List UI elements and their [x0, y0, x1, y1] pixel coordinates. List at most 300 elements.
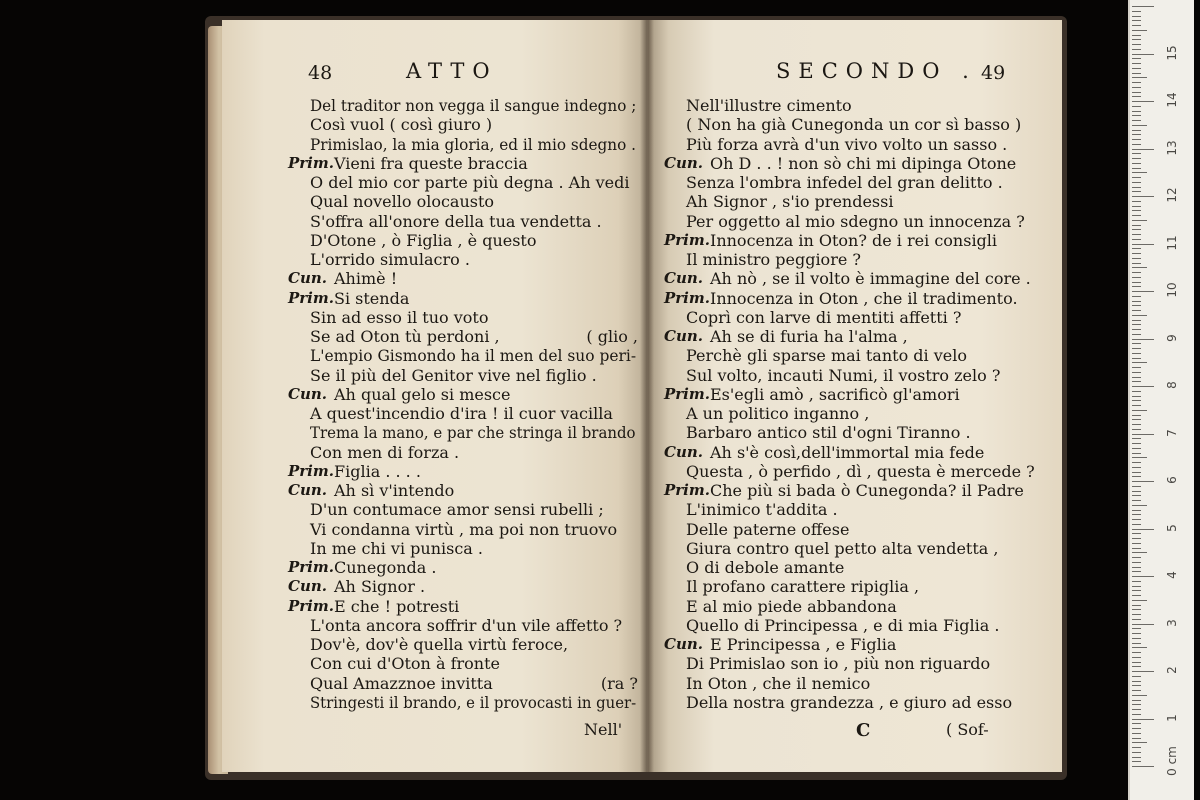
ruler-number: 9 [1165, 333, 1179, 342]
ruler-tick [1132, 111, 1141, 112]
ruler-tick [1132, 282, 1141, 283]
ruler-tick [1132, 54, 1154, 55]
ruler-tick [1132, 96, 1141, 97]
speaker-label: Prim. [664, 288, 710, 307]
ruler-tick [1132, 491, 1141, 492]
ruler-tick [1132, 752, 1141, 753]
verse-text: Ah Signor , s'io prendessi [686, 192, 894, 212]
text-line [664, 654, 1044, 673]
left-page-header [222, 59, 648, 90]
text-line [664, 577, 1044, 596]
verse-text: Perchè gli sparse mai tanto di velo [686, 346, 967, 366]
ruler-tick [1132, 666, 1141, 667]
ruler-number: 10 [1165, 282, 1179, 298]
ruler-tick [1132, 543, 1141, 544]
ruler-tick [1132, 239, 1141, 240]
text-line [664, 616, 1044, 635]
ruler-tick [1132, 557, 1141, 558]
verse-text: Ah Signor . [334, 577, 426, 597]
ruler-tick [1132, 153, 1141, 154]
ruler-tick [1132, 590, 1141, 591]
text-line [288, 327, 638, 346]
text-line [664, 558, 1044, 577]
ruler-tick [1132, 405, 1141, 406]
text-line [664, 231, 1044, 250]
measuring-ruler [1128, 0, 1194, 800]
text-line [288, 654, 638, 673]
ruler-tick [1132, 391, 1141, 392]
ruler-tick [1132, 605, 1141, 606]
ruler-tick [1132, 576, 1154, 577]
verse-text: L'orrido simulacro . [310, 250, 470, 269]
ruler-tick [1132, 77, 1147, 78]
ruler-tick [1132, 82, 1141, 83]
verse-text: Ahimè ! [334, 269, 398, 289]
ruler-tick [1132, 329, 1141, 330]
ruler-tick [1132, 286, 1141, 287]
ruler-tick [1132, 310, 1141, 311]
ruler-number: 7 [1165, 428, 1179, 437]
ruler-tick [1132, 695, 1147, 696]
ruler-tick [1132, 220, 1147, 221]
speaker-label: Cun. [288, 481, 327, 499]
ruler-tick [1132, 39, 1141, 40]
ruler-tick [1132, 429, 1141, 430]
verse-text: Ah qual gelo si mesce [334, 384, 511, 404]
verse-text: Es'egli amò , sacrificò gl'amori [710, 384, 960, 404]
ruler-number: 4 [1165, 571, 1179, 579]
text-line [664, 693, 1044, 712]
ruler-tick [1132, 362, 1147, 363]
ruler-tick [1132, 647, 1147, 648]
ruler-tick [1132, 177, 1141, 178]
ruler-tick [1132, 524, 1141, 525]
ruler-tick [1132, 291, 1154, 292]
text-line [664, 539, 1044, 558]
ruler-tick [1132, 514, 1141, 515]
speaker-label: Cun. [664, 269, 703, 288]
verse-text: Vieni fra queste braccia [334, 153, 528, 173]
speaker-label: Prim. [288, 288, 334, 307]
ruler-tick [1132, 652, 1141, 653]
ruler-tick [1132, 704, 1141, 705]
ruler-tick [1132, 248, 1141, 249]
text-line [664, 404, 1044, 423]
text-line [664, 327, 1044, 346]
ruler-tick [1132, 381, 1141, 382]
ruler-number: 12 [1165, 187, 1179, 203]
verse-text: Nell'illustre cimento [686, 96, 852, 115]
ruler-tick [1132, 58, 1141, 59]
ruler-tick [1132, 134, 1141, 135]
ruler-tick [1132, 709, 1141, 710]
text-line [664, 462, 1044, 481]
left-running-head: ATTO [406, 59, 498, 83]
left-page-number: 48 [308, 62, 333, 84]
ruler-tick [1132, 44, 1141, 45]
text-line [288, 212, 638, 231]
ruler-tick [1132, 182, 1141, 183]
ruler-tick [1132, 87, 1141, 88]
ruler-tick [1132, 339, 1154, 340]
verse-text: Figlia . . . . [334, 461, 421, 481]
verse-text: Se il più del Genitor vive nel figlio . [310, 365, 597, 385]
verse-text: E Principessa , e Figlia [710, 635, 897, 654]
ruler-tick [1132, 324, 1141, 325]
verse-text: Sul volto, incauti Numi, il vostro zelo ? [686, 365, 1001, 385]
ruler-tick [1132, 529, 1154, 530]
text-line [288, 269, 638, 288]
ruler-tick [1132, 73, 1141, 74]
verse-text: Il profano carattere ripiglia , [686, 577, 920, 597]
ruler-tick [1132, 662, 1141, 663]
verse-text: L'onta ancora soffrir d'un vile affetto ? [310, 615, 623, 635]
text-line [288, 443, 638, 462]
text-line [288, 462, 638, 481]
verse-text: Senza l'ombra infedel del gran delitto . [686, 173, 1003, 192]
text-line [664, 96, 1044, 115]
verse-text: Per oggetto al mio sdegno un innocenza ? [686, 211, 1025, 231]
ruler-tick [1132, 206, 1141, 207]
ruler-tick [1132, 500, 1141, 501]
speaker-label: Prim. [664, 230, 710, 249]
ruler-tick [1132, 377, 1141, 378]
ruler-tick [1132, 258, 1141, 259]
verse-text: Del traditor non vegga il sangue indegno ; [310, 96, 637, 115]
left-catchword: Nell' [584, 720, 623, 739]
ruler-tick [1132, 714, 1141, 715]
ruler-tick [1132, 35, 1141, 36]
ruler-number: 6 [1165, 476, 1179, 484]
ruler-tick [1132, 201, 1141, 202]
turnover-text: ( glio , [586, 327, 638, 346]
verse-text: Oh D . . ! non sò chi mi dipinga Otone [710, 153, 1017, 173]
ruler-tick [1132, 20, 1141, 21]
speaker-label: Cun. [664, 635, 703, 653]
verse-text: D'Otone , ò Figlia , è questo [310, 230, 537, 250]
speaker-label: Cun. [664, 153, 703, 172]
ruler-tick [1132, 253, 1141, 254]
text-line [288, 520, 638, 539]
signature-mark: C [856, 720, 871, 741]
ruler-tick [1132, 467, 1141, 468]
text-line [288, 539, 638, 558]
verse-text: Vi condanna virtù , ma poi non truovo [310, 519, 618, 539]
verse-text: Primislao, la mia gloria, ed il mio sdegno . [310, 134, 636, 154]
ruler-tick [1132, 115, 1141, 116]
ruler-tick [1132, 353, 1141, 354]
ruler-tick [1132, 453, 1141, 454]
text-line [664, 289, 1044, 308]
speaker-label: Prim. [288, 461, 334, 480]
speaker-label: Prim. [288, 153, 334, 172]
ruler-number: 14 [1165, 92, 1179, 108]
ruler-number: 2 [1165, 666, 1179, 674]
ruler-tick [1132, 690, 1141, 691]
text-line [288, 192, 638, 211]
right-running-head: SECONDO . [776, 59, 977, 83]
ruler-tick [1132, 742, 1147, 743]
ruler-tick [1132, 144, 1141, 145]
ruler-tick [1132, 49, 1141, 50]
ruler-tick [1132, 225, 1141, 226]
text-line [288, 481, 638, 500]
ruler-tick [1132, 272, 1141, 273]
ruler-tick [1132, 63, 1141, 64]
text-line [664, 520, 1044, 539]
ruler-tick [1132, 600, 1147, 601]
text-line [288, 385, 638, 404]
ruler-tick [1132, 495, 1141, 496]
ruler-tick [1132, 229, 1141, 230]
ruler-tick [1132, 510, 1141, 511]
text-line [664, 192, 1044, 211]
verse-text: Più forza avrà d'un vivo volto un sasso . [686, 134, 1008, 154]
ruler-tick [1132, 481, 1154, 482]
ruler-tick [1132, 6, 1154, 7]
text-line [288, 404, 638, 423]
ruler-tick [1132, 728, 1141, 729]
ruler-tick [1132, 628, 1141, 629]
verse-text: A un politico inganno , [686, 404, 870, 423]
ruler-tick [1132, 581, 1141, 582]
ruler-tick [1132, 11, 1141, 12]
verse-text: Qual Amazznoe invitta [310, 673, 493, 693]
verse-text: Ah se di furia ha l'alma , [710, 327, 908, 346]
ruler-tick [1132, 234, 1141, 235]
text-line [288, 674, 638, 693]
verse-text: Questa , ò perfido , dì , questa è mercede ? [686, 461, 1035, 481]
ruler-tick [1132, 719, 1154, 720]
text-line [664, 423, 1044, 442]
ruler-tick [1132, 548, 1141, 549]
ruler-tick [1132, 614, 1141, 615]
right-page-number: 49 [981, 62, 1006, 84]
ruler-number: 3 [1165, 618, 1179, 627]
text-line [288, 366, 638, 385]
text-line [664, 635, 1044, 654]
ruler-tick [1132, 68, 1141, 69]
ruler-tick [1132, 476, 1141, 477]
text-line [664, 135, 1044, 154]
ruler-tick [1132, 761, 1141, 762]
verse-text: E al mio piede abbandona [686, 596, 897, 616]
text-line [288, 135, 638, 154]
text-line [288, 597, 638, 616]
speaker-label: Cun. [664, 327, 703, 345]
text-line [288, 308, 638, 327]
verse-text: L'empio Gismondo ha il men del suo peri- [310, 346, 637, 366]
ruler-tick [1132, 733, 1141, 734]
text-line [288, 616, 638, 635]
verse-text: Ah s'è così,dell'immortal mia fede [710, 442, 985, 462]
verse-text: In Oton , che il nemico [686, 673, 871, 693]
verse-text: Della nostra grandezza , e giuro ad esso [686, 692, 1013, 712]
speaker-label: Prim. [664, 481, 710, 499]
speaker-label: Prim. [288, 558, 334, 576]
ruler-tick [1132, 163, 1141, 164]
ruler-tick [1132, 415, 1141, 416]
right-page-header [648, 59, 1062, 90]
verse-text: In me chi vi punisca . [310, 538, 483, 558]
right-page [648, 20, 1062, 772]
text-line [664, 115, 1044, 134]
ruler-number: 1 [1165, 713, 1179, 722]
text-line [664, 481, 1044, 500]
ruler-tick [1132, 486, 1141, 487]
ruler-tick [1132, 738, 1141, 739]
ruler-tick [1132, 139, 1141, 140]
ruler-tick [1132, 757, 1141, 758]
text-line [288, 423, 638, 442]
ruler-tick [1132, 158, 1141, 159]
verse-text: D'un contumace amor sensi rubelli ; [310, 500, 604, 520]
text-line [664, 212, 1044, 231]
ruler-tick [1132, 277, 1141, 278]
ruler-number: 15 [1165, 44, 1179, 61]
ruler-tick [1132, 633, 1141, 634]
left-page [222, 20, 648, 772]
ruler-tick [1132, 438, 1141, 439]
verse-text: Innocenza in Oton , che il tradimento. [710, 288, 1018, 308]
ruler-tick [1132, 562, 1141, 563]
ruler-tick [1132, 101, 1154, 102]
text-line [664, 173, 1044, 192]
text-line [664, 366, 1044, 385]
verse-text: E che ! potresti [334, 596, 460, 616]
ruler-tick [1132, 609, 1141, 610]
text-line [288, 231, 638, 250]
speaker-label: Cun. [664, 442, 703, 461]
text-line [288, 115, 638, 134]
ruler-tick [1132, 215, 1141, 216]
right-catchword: ( Sof- [946, 720, 989, 739]
ruler-tick [1132, 320, 1141, 321]
ruler-tick [1132, 571, 1141, 572]
ruler-tick [1132, 676, 1141, 677]
ruler-tick [1132, 681, 1141, 682]
ruler-tick [1132, 305, 1141, 306]
ruler-tick [1132, 168, 1141, 169]
ruler-tick [1132, 106, 1141, 107]
ruler-tick [1132, 334, 1141, 335]
text-line [664, 346, 1044, 365]
ruler-tick [1132, 671, 1154, 672]
speaker-label: Prim. [664, 384, 710, 403]
verse-text: O del mio cor parte più degna . Ah vedi [310, 173, 630, 192]
ruler-tick [1132, 552, 1147, 553]
ruler-tick [1132, 505, 1147, 506]
text-line [664, 154, 1044, 173]
ruler-tick [1132, 196, 1154, 197]
text-line [664, 269, 1044, 288]
text-line [664, 443, 1044, 462]
text-line [288, 289, 638, 308]
text-line [664, 674, 1044, 693]
verse-text: Trema la mano, e par che stringa il brando [310, 423, 636, 443]
ruler-tick [1132, 172, 1147, 173]
verse-text: Si stenda [334, 288, 410, 308]
turnover-text: (ra ? [600, 673, 638, 693]
ruler-tick [1132, 747, 1141, 748]
book-gutter [640, 20, 654, 772]
ruler-tick [1132, 149, 1154, 150]
speaker-label: Prim. [288, 596, 334, 615]
verse-text: Il ministro peggiore ? [686, 250, 861, 269]
ruler-tick [1132, 367, 1141, 368]
verse-text: Giura contro quel petto alta vendetta , [686, 538, 999, 558]
ruler-tick [1132, 263, 1141, 264]
speaker-label: Cun. [288, 384, 327, 403]
text-line [288, 154, 638, 173]
ruler-tick [1132, 410, 1147, 411]
ruler-tick [1132, 343, 1141, 344]
text-line [288, 577, 638, 596]
verse-text: Delle paterne offese [686, 519, 850, 539]
ruler-tick [1132, 685, 1141, 686]
ruler-tick [1132, 130, 1141, 131]
ruler-tick [1132, 567, 1141, 568]
ruler-tick [1132, 424, 1141, 425]
text-line [288, 346, 638, 365]
ruler-tick [1132, 586, 1141, 587]
ruler-tick [1132, 315, 1147, 316]
verse-text: L'inimico t'addita . [686, 500, 838, 520]
verse-text: Qual novello olocausto [310, 192, 495, 212]
verse-text: A quest'incendio d'ira ! il cuor vacilla [310, 404, 613, 423]
text-line [288, 96, 638, 115]
verse-text: Coprì con larve di mentiti affetti ? [686, 307, 962, 327]
verse-text: Così vuol ( così giuro ) [310, 115, 493, 135]
ruler-tick [1132, 448, 1141, 449]
ruler-tick [1132, 187, 1141, 188]
ruler-tick [1132, 657, 1141, 658]
ruler-tick [1132, 400, 1141, 401]
verse-text: Con men di forza . [310, 442, 460, 462]
text-line [288, 500, 638, 519]
ruler-tick [1132, 120, 1141, 121]
ruler-tick [1132, 700, 1141, 701]
ruler-tick [1132, 125, 1147, 126]
ruler-unit-label: 0 cm [1165, 746, 1179, 776]
ruler-tick [1132, 624, 1154, 625]
verse-text: O di debole amante [686, 558, 845, 577]
ruler-tick [1132, 443, 1141, 444]
text-line [664, 500, 1044, 519]
ruler-tick [1132, 16, 1141, 17]
ruler-tick [1132, 538, 1141, 539]
verse-text: S'offra all'onore della tua vendetta . [310, 211, 602, 231]
speaker-label: Cun. [288, 269, 327, 288]
verse-text: Dov'è, dov'è quella virtù feroce, [310, 635, 569, 654]
verse-text: Se ad Oton tù perdoni , [310, 327, 500, 346]
ruler-tick [1132, 267, 1147, 268]
verse-text: ( Non ha già Cunegonda un cor sì basso ) [686, 115, 1022, 135]
ruler-tick [1132, 301, 1141, 302]
ruler-tick [1132, 766, 1154, 767]
text-line [288, 635, 638, 654]
verse-text: Innocenza in Oton? de i rei consigli [710, 230, 998, 250]
ruler-number: 13 [1165, 139, 1179, 156]
ruler-tick [1132, 519, 1141, 520]
verse-text: Sin ad esso il tuo voto [310, 307, 489, 327]
ruler-tick [1132, 462, 1141, 463]
ruler-tick [1132, 472, 1141, 473]
ruler-number: 11 [1165, 234, 1179, 251]
verse-text: Cunegonda . [334, 558, 437, 577]
ruler-tick [1132, 358, 1141, 359]
ruler-tick [1132, 619, 1141, 620]
